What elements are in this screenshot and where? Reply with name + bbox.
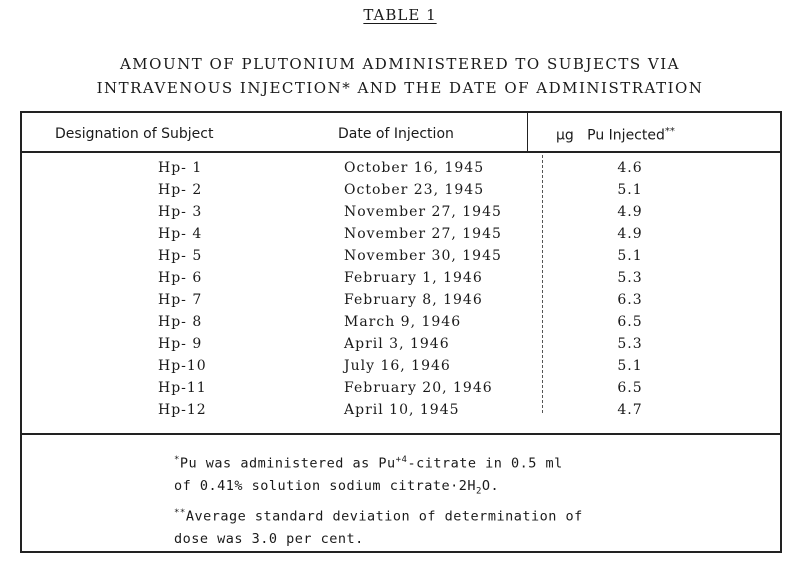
table-row <box>22 376 780 398</box>
header-subject: Designation of Subject <box>55 126 214 142</box>
cell-dose: 5.1 <box>617 182 643 198</box>
header-date: Date of Injection <box>338 126 454 142</box>
cell-date: February 1, 1946 <box>344 270 483 286</box>
cell-date: November 30, 1945 <box>344 248 502 264</box>
cell-date: April 10, 1945 <box>344 402 460 418</box>
cell-dose: 5.3 <box>617 270 643 286</box>
cell-subject: Hp- 4 <box>158 226 203 242</box>
table-row <box>22 266 780 288</box>
cell-dose: 5.1 <box>617 358 643 374</box>
cell-subject: Hp-11 <box>158 380 207 396</box>
cell-dose: 4.9 <box>617 226 643 242</box>
cell-dose: 6.5 <box>617 314 643 330</box>
cell-subject: Hp-10 <box>158 358 207 374</box>
table-row <box>22 310 780 332</box>
cell-dose: 4.7 <box>617 402 643 418</box>
cell-dose: 5.3 <box>617 336 643 352</box>
table-body <box>22 156 780 420</box>
cell-dose: 4.6 <box>617 160 643 176</box>
cell-subject: Hp- 2 <box>158 182 203 198</box>
table-row <box>22 332 780 354</box>
footnote-divider <box>22 433 780 435</box>
cell-dose: 4.9 <box>617 204 643 220</box>
table-title <box>40 52 760 100</box>
cell-dose: 6.5 <box>617 380 643 396</box>
cell-date: October 23, 1945 <box>344 182 485 198</box>
header-column-divider <box>527 113 528 151</box>
table-row <box>22 244 780 266</box>
footnote-1-line-1: *Pu was administered as $Pu^{+4}$-citrate in 0.5 ml <box>174 455 563 472</box>
cell-subject: Hp- 7 <box>158 292 203 308</box>
cell-date: March 9, 1946 <box>344 314 462 330</box>
cell-dose: 5.1 <box>617 248 643 264</box>
footnotes <box>174 449 694 550</box>
header-dose-unit: µg <box>556 127 574 144</box>
table-row <box>22 222 780 244</box>
cell-date: July 16, 1946 <box>344 358 451 374</box>
footnote-2-line-2: dose was 3.0 per cent. <box>174 530 364 547</box>
table-row <box>22 354 780 376</box>
title-line-2: INTRAVENOUS INJECTION* AND THE DATE OF ADMINISTRATION <box>96 79 704 97</box>
cell-date: November 27, 1945 <box>344 226 502 242</box>
cell-subject: Hp- 6 <box>158 270 203 286</box>
table-row <box>22 398 780 420</box>
cell-subject: Hp- 8 <box>158 314 203 330</box>
table-row <box>22 178 780 200</box>
header-dose <box>556 126 675 144</box>
cell-date: February 20, 1946 <box>344 380 493 396</box>
cell-subject: Hp- 5 <box>158 248 203 264</box>
title-line-1: AMOUNT OF PLUTONIUM ADMINISTERED TO SUBJECTS VIA <box>119 55 681 73</box>
cell-dose: 6.3 <box>617 292 643 308</box>
data-table <box>20 111 782 553</box>
cell-date: November 27, 1945 <box>344 204 502 220</box>
cell-date: February 8, 1946 <box>344 292 483 308</box>
table-label: TABLE 1 <box>363 6 437 24</box>
cell-subject: Hp- 1 <box>158 160 203 176</box>
cell-date: April 3, 1946 <box>344 336 450 352</box>
footnote-1-line-2: of 0.41% solution sodium $citrate\cdot 2H_2O$. <box>174 477 500 497</box>
footnote-2-line-1: **Average standard deviation of determination of <box>174 508 583 525</box>
table-header <box>22 113 780 153</box>
table-row <box>22 156 780 178</box>
cell-subject: Hp-12 <box>158 402 207 418</box>
header-dose-label: Pu Injected <box>587 127 665 144</box>
table-row <box>22 288 780 310</box>
cell-subject: Hp- 9 <box>158 336 203 352</box>
cell-date: October 16, 1945 <box>344 160 485 176</box>
table-row <box>22 200 780 222</box>
header-dose-footnote-mark: ** <box>664 126 675 137</box>
cell-subject: Hp- 3 <box>158 204 203 220</box>
